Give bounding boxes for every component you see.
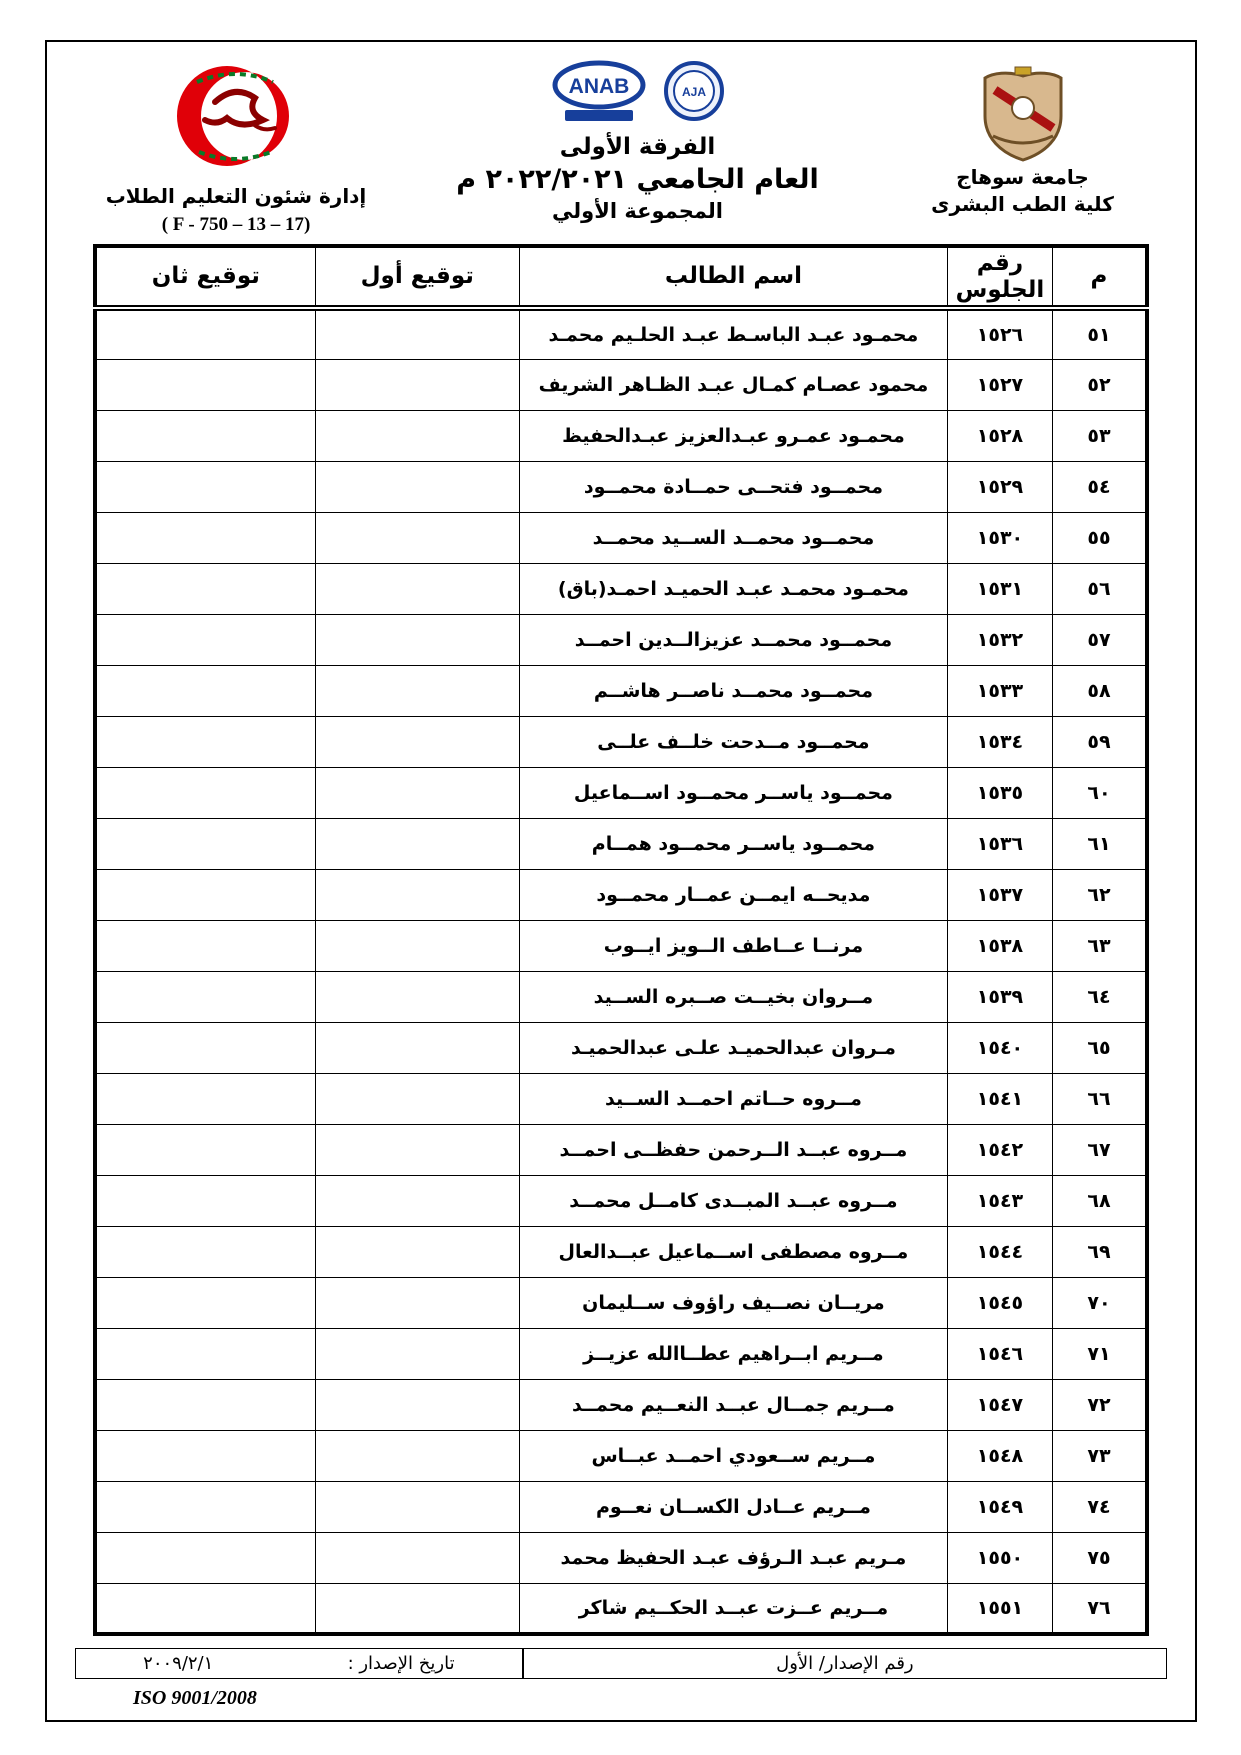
first-signature-cell: [315, 1583, 519, 1634]
student-name-cell: مــروه عبــد الــرحمن حفظــى احمــد: [519, 1124, 947, 1175]
second-signature-cell: [95, 410, 315, 461]
seat-number-cell: ١٥٣٣: [947, 665, 1052, 716]
first-signature-cell: [315, 920, 519, 971]
student-name-cell: مديحــه ايمــن عمــار محمــود: [519, 869, 947, 920]
first-signature-cell: [315, 767, 519, 818]
index-cell: ٥٢: [1052, 359, 1147, 410]
class-title: الفرقة الأولى: [559, 134, 716, 160]
table-row: [95, 1328, 1147, 1379]
university-emblem-icon: [963, 66, 1083, 164]
student-name-cell: مــروه حــاتم احمــد الســيد: [519, 1073, 947, 1124]
student-name-cell: مــروه عبــد المبــدى كامــل محمــد: [519, 1175, 947, 1226]
page-footer: [75, 1648, 1167, 1710]
student-name-cell: مــروه مصطفى اســماعيل عبــدالعال: [519, 1226, 947, 1277]
seat-number-cell: ١٥٣٠: [947, 512, 1052, 563]
seat-number-cell: ١٥٣٧: [947, 869, 1052, 920]
second-signature-cell: [95, 1583, 315, 1634]
second-signature-cell: [95, 563, 315, 614]
seat-number-cell: ١٥٤٣: [947, 1175, 1052, 1226]
student-name-cell: مــريم ســعودي احمــد عبــاس: [519, 1430, 947, 1481]
seat-number-cell: ١٥٢٦: [947, 308, 1052, 359]
index-cell: ٦٦: [1052, 1073, 1147, 1124]
second-signature-cell: [95, 359, 315, 410]
seat-number-cell: ١٥٣٤: [947, 716, 1052, 767]
seat-number-cell: ١٥٢٩: [947, 461, 1052, 512]
second-signature-cell: [95, 971, 315, 1022]
second-signature-cell: [95, 1124, 315, 1175]
index-cell: ٧٣: [1052, 1430, 1147, 1481]
index-cell: ٥٩: [1052, 716, 1147, 767]
seat-number-cell: ١٥٤٠: [947, 1022, 1052, 1073]
second-signature-cell: [95, 869, 315, 920]
first-signature-cell: [315, 971, 519, 1022]
student-name-cell: مــريم عــادل الكســان نعــوم: [519, 1481, 947, 1532]
table-row: [95, 308, 1147, 359]
table-row: [95, 1481, 1147, 1532]
header-index: م: [1052, 246, 1147, 308]
first-signature-cell: [315, 308, 519, 359]
index-cell: ٦١: [1052, 818, 1147, 869]
second-signature-cell: [95, 512, 315, 563]
student-name-cell: محمـود محمـد عبـد الحميـد احمـد(باق): [519, 563, 947, 614]
student-name-cell: مــريم عــزت عبــد الحكــيم شاكر: [519, 1583, 947, 1634]
seat-number-cell: ١٥٤٦: [947, 1328, 1052, 1379]
index-cell: ٧٢: [1052, 1379, 1147, 1430]
first-signature-cell: [315, 1175, 519, 1226]
first-signature-cell: [315, 1532, 519, 1583]
student-name-cell: مـريم عبـد الـرؤف عبـد الحفيظ محمد: [519, 1532, 947, 1583]
table-row: [95, 410, 1147, 461]
seat-number-cell: ١٥٣٨: [947, 920, 1052, 971]
table-row: [95, 1583, 1147, 1634]
second-signature-cell: [95, 614, 315, 665]
table-row: [95, 1430, 1147, 1481]
first-signature-cell: [315, 665, 519, 716]
student-name-cell: مــريم ابــراهيم عطــاالله عزيــز: [519, 1328, 947, 1379]
form-code: ( F - 750 – 13 – 17): [161, 214, 311, 235]
table-row: [95, 563, 1147, 614]
student-name-cell: محمــود مــدحت خلــف علــى: [519, 716, 947, 767]
iso-standard-label: ISO 9001/2008: [133, 1687, 257, 1709]
student-name-cell: محمــود ياســر محمــود اســماعيل: [519, 767, 947, 818]
header-second-signature: توقيع ثان: [95, 246, 315, 308]
index-cell: ٦٣: [1052, 920, 1147, 971]
seat-number-cell: ١٥٣٦: [947, 818, 1052, 869]
student-name-cell: محمـود عبـد الباسـط عبـد الحلـيم محمـد: [519, 308, 947, 359]
index-cell: ٥٧: [1052, 614, 1147, 665]
anab-logo-text: ANAB: [568, 75, 629, 98]
index-cell: ٦٠: [1052, 767, 1147, 818]
aja-seal-text: AJA: [681, 85, 706, 99]
seat-number-cell: ١٥٤٥: [947, 1277, 1052, 1328]
first-signature-cell: [315, 461, 519, 512]
first-signature-cell: [315, 1073, 519, 1124]
index-cell: ٦٧: [1052, 1124, 1147, 1175]
first-signature-cell: [315, 1277, 519, 1328]
seat-number-cell: ١٥٤٤: [947, 1226, 1052, 1277]
table-row: [95, 512, 1147, 563]
seat-number-cell: ١٥٤٩: [947, 1481, 1052, 1532]
table-row: [95, 971, 1147, 1022]
table-row: [95, 716, 1147, 767]
table-row: [95, 614, 1147, 665]
index-cell: ٥٣: [1052, 410, 1147, 461]
first-signature-cell: [315, 1430, 519, 1481]
second-signature-cell: [95, 461, 315, 512]
seat-number-cell: ١٥٤٨: [947, 1430, 1052, 1481]
table-row: [95, 1175, 1147, 1226]
student-name-cell: مــروان بخيــت صــبره الســيد: [519, 971, 947, 1022]
first-signature-cell: [315, 818, 519, 869]
student-name-cell: مــريم جمــال عبــد النعــيم محمــد: [519, 1379, 947, 1430]
university-name: جامعة سوهاج: [956, 165, 1089, 189]
seat-number-cell: ١٥٤٢: [947, 1124, 1052, 1175]
index-cell: ٦٥: [1052, 1022, 1147, 1073]
seat-number-cell: ١٥٣٢: [947, 614, 1052, 665]
table-row: [95, 818, 1147, 869]
first-signature-cell: [315, 1226, 519, 1277]
table-row: [95, 359, 1147, 410]
first-signature-cell: [315, 410, 519, 461]
index-cell: ٧٤: [1052, 1481, 1147, 1532]
student-name-cell: محمــود محمــد عزيزالــدين احمــد: [519, 614, 947, 665]
first-signature-cell: [315, 1124, 519, 1175]
seat-number-cell: ١٥٥١: [947, 1583, 1052, 1634]
seat-number-cell: ١٥٣٩: [947, 971, 1052, 1022]
faculty-crescent-logo: [157, 60, 315, 172]
student-name-cell: محمـود عمـرو عبـدالعزيز عبـدالحفيظ: [519, 410, 947, 461]
student-table-body: [95, 308, 1147, 1634]
table-row: [95, 1226, 1147, 1277]
index-cell: ٧٦: [1052, 1583, 1147, 1634]
first-signature-cell: [315, 1379, 519, 1430]
table-row: [95, 920, 1147, 971]
issue-info-bar: [75, 1648, 1167, 1679]
student-name-cell: مـروان عبدالحميـد علـى عبدالحميـد: [519, 1022, 947, 1073]
aja-seal-icon: [663, 60, 725, 122]
second-signature-cell: [95, 1226, 315, 1277]
first-signature-cell: [315, 614, 519, 665]
issue-date-label: تاريخ الإصدار :: [347, 1653, 455, 1674]
second-signature-cell: [95, 767, 315, 818]
issue-date-value: ٢٠٠٩/٢/١: [143, 1653, 214, 1674]
page-header: [47, 42, 1195, 240]
student-list-table: [93, 244, 1149, 1636]
university-block: [874, 60, 1171, 218]
seat-number-cell: ١٥٤١: [947, 1073, 1052, 1124]
index-cell: ٦٢: [1052, 869, 1147, 920]
first-signature-cell: [315, 512, 519, 563]
table-row: [95, 1124, 1147, 1175]
department-block: [71, 60, 401, 236]
student-name-cell: محمــود محمــد الســيد محمــد: [519, 512, 947, 563]
first-signature-cell: [315, 869, 519, 920]
index-cell: ٦٤: [1052, 971, 1147, 1022]
second-signature-cell: [95, 665, 315, 716]
document-page: [45, 40, 1197, 1722]
second-signature-cell: [95, 1481, 315, 1532]
second-signature-cell: [95, 716, 315, 767]
second-signature-cell: [95, 1073, 315, 1124]
second-signature-cell: [95, 1175, 315, 1226]
first-signature-cell: [315, 716, 519, 767]
table-row: [95, 1532, 1147, 1583]
seat-number-cell: ١٥٥٠: [947, 1532, 1052, 1583]
second-signature-cell: [95, 1430, 315, 1481]
department-title: إدارة شئون التعليم الطلاب: [105, 184, 367, 208]
first-signature-cell: [315, 1022, 519, 1073]
group-title: المجموعة الأولي: [552, 199, 723, 223]
first-signature-cell: [315, 1328, 519, 1379]
first-signature-cell: [315, 1481, 519, 1532]
table-row: [95, 461, 1147, 512]
seat-number-cell: ١٥٢٨: [947, 410, 1052, 461]
index-cell: ٦٨: [1052, 1175, 1147, 1226]
faculty-name: كلية الطب البشرى: [931, 192, 1114, 216]
second-signature-cell: [95, 920, 315, 971]
seat-number-cell: ١٥٣٥: [947, 767, 1052, 818]
index-cell: ٥٦: [1052, 563, 1147, 614]
second-signature-cell: [95, 1022, 315, 1073]
seat-number-cell: ١٥٣١: [947, 563, 1052, 614]
header-first-signature: توقيع أول: [315, 246, 519, 308]
table-row: [95, 665, 1147, 716]
seat-number-cell: ١٥٤٧: [947, 1379, 1052, 1430]
student-name-cell: محمــود فتحــى حمــادة محمــود: [519, 461, 947, 512]
issue-date-box: [75, 1648, 523, 1679]
index-cell: ٥٤: [1052, 461, 1147, 512]
student-name-cell: محمــود محمــد ناصــر هاشــم: [519, 665, 947, 716]
second-signature-cell: [95, 1328, 315, 1379]
student-name-cell: محمــود ياســر محمــود همــام: [519, 818, 947, 869]
table-row: [95, 1073, 1147, 1124]
index-cell: ٧٥: [1052, 1532, 1147, 1583]
index-cell: ٧٠: [1052, 1277, 1147, 1328]
seat-number-cell: ١٥٢٧: [947, 359, 1052, 410]
header-student-name: اسم الطالب: [519, 246, 947, 308]
student-name-cell: محمود عصـام كمـال عبـد الظـاهر الشريف: [519, 359, 947, 410]
table-row: [95, 1022, 1147, 1073]
second-signature-cell: [95, 1532, 315, 1583]
table-row: [95, 869, 1147, 920]
student-name-cell: مريــان نصــيف راؤوف ســليمان: [519, 1277, 947, 1328]
header-seat-number: رقم الجلوس: [947, 246, 1052, 308]
second-signature-cell: [95, 818, 315, 869]
table-row: [95, 1379, 1147, 1430]
index-cell: ٥٥: [1052, 512, 1147, 563]
first-signature-cell: [315, 563, 519, 614]
student-name-cell: مرنــا عــاطف الــويز ايــوب: [519, 920, 947, 971]
accreditation-logos: [551, 60, 725, 122]
table-header-row: [95, 246, 1147, 308]
table-row: [95, 767, 1147, 818]
index-cell: ٥٨: [1052, 665, 1147, 716]
academic-year-title: العام الجامعي ٢٠٢٢/٢٠٢١ م: [456, 164, 819, 195]
title-block: [401, 60, 874, 223]
issue-number-box: رقم الإصدار/ الأول: [523, 1648, 1167, 1679]
index-cell: ٧١: [1052, 1328, 1147, 1379]
anab-logo-icon: [551, 60, 647, 122]
index-cell: ٦٩: [1052, 1226, 1147, 1277]
second-signature-cell: [95, 1277, 315, 1328]
first-signature-cell: [315, 359, 519, 410]
table-row: [95, 1277, 1147, 1328]
second-signature-cell: [95, 1379, 315, 1430]
second-signature-cell: [95, 308, 315, 359]
index-cell: ٥١: [1052, 308, 1147, 359]
